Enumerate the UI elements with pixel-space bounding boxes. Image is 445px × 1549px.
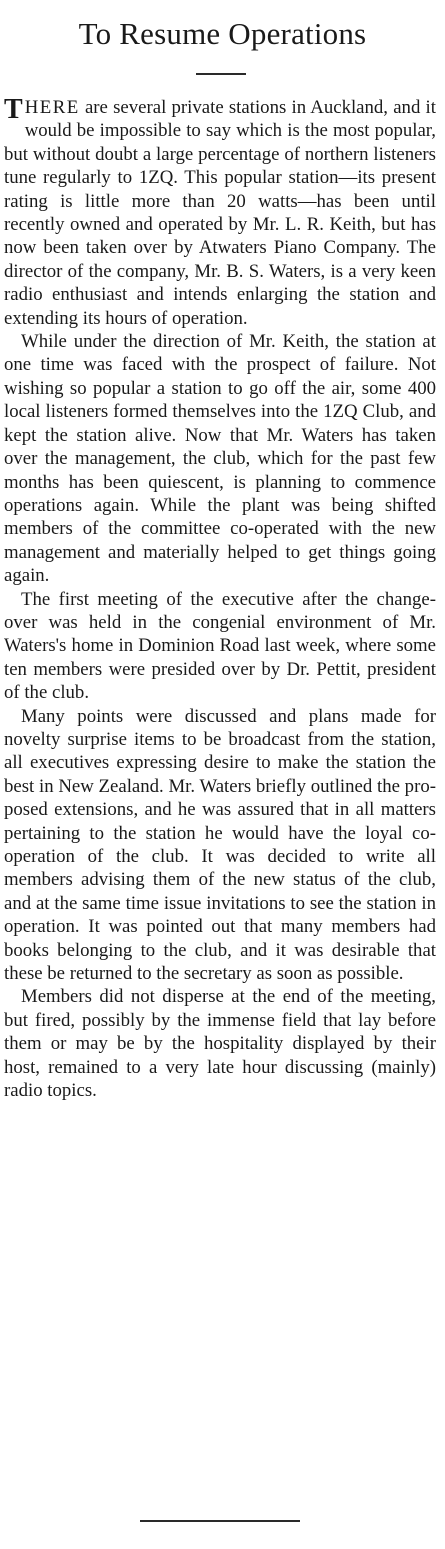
article-paragraph-3: The first meeting of the executive after the change-over was held in the congenial environment of Mr. Waters's home in Dominion Road last week, where some ten members were presided over by Dr. Pettit, president of the club. (4, 588, 436, 704)
article-paragraph-1 (4, 96, 436, 330)
article-paragraph-2: While under the direction of Mr. Keith, the station at one time was faced with the prospect of failure. Not wishing so popular a station to go off the air, some 400 local listeners formed themselves into the 1ZQ Club, and kept the station alive. Now that Mr. Waters has taken over the management, the club, which for the past few months has been quiescent, is planning to commence operations again. While the plant was being shifted members of the committee co-operated with the new management and materially helped to get things going again. (4, 331, 436, 587)
article-body (4, 96, 436, 1102)
article-headline: To Resume Operations (78, 16, 367, 51)
paragraph-text: are several private stations in Auckland, and it would be impossible to say which is the most popular, but without doubt a large percentage of northern listeners tune regularly to 1ZQ. This popular station—its present rating is little more than 20 watts—has been until recently owned and operated by Mr. L. R. Keith, but has now been taken over by Atwaters Piano Company. The director of the company, Mr. B. S. Waters, is a very keen radio enthusiast and intends enlarging the station and extending its hours of operation. (4, 97, 436, 329)
headline-divider (196, 73, 246, 75)
end-rule (140, 1520, 300, 1522)
article-paragraph-4: Many points were discussed and plans made for novelty surprise items to be broadcast from the station, all executives expressing desire to make the station the best in New Zealand. Mr. Waters briefly outlined the proposed extensions, and he was assured that in all matters pertaining to the station he would have the loyal co-operation of the club. It was decided to write all members advising them of the new status of the club, and at the same time issue invitations to see the station in operation. It was pointed out that many members had books belonging to the club, and it was desirable that these be returned to the secretary as soon as possible. (4, 705, 436, 985)
lead-in-caps: HERE (24, 97, 80, 118)
article-paragraph-5: Members did not disperse at the end of the meeting, but fired, possibly by the immense field that lay before them or may be by the hospitality displayed by their host, remained to a very late hour discussing (mainly) radio topics. (4, 986, 436, 1102)
drop-cap: T (4, 94, 23, 125)
